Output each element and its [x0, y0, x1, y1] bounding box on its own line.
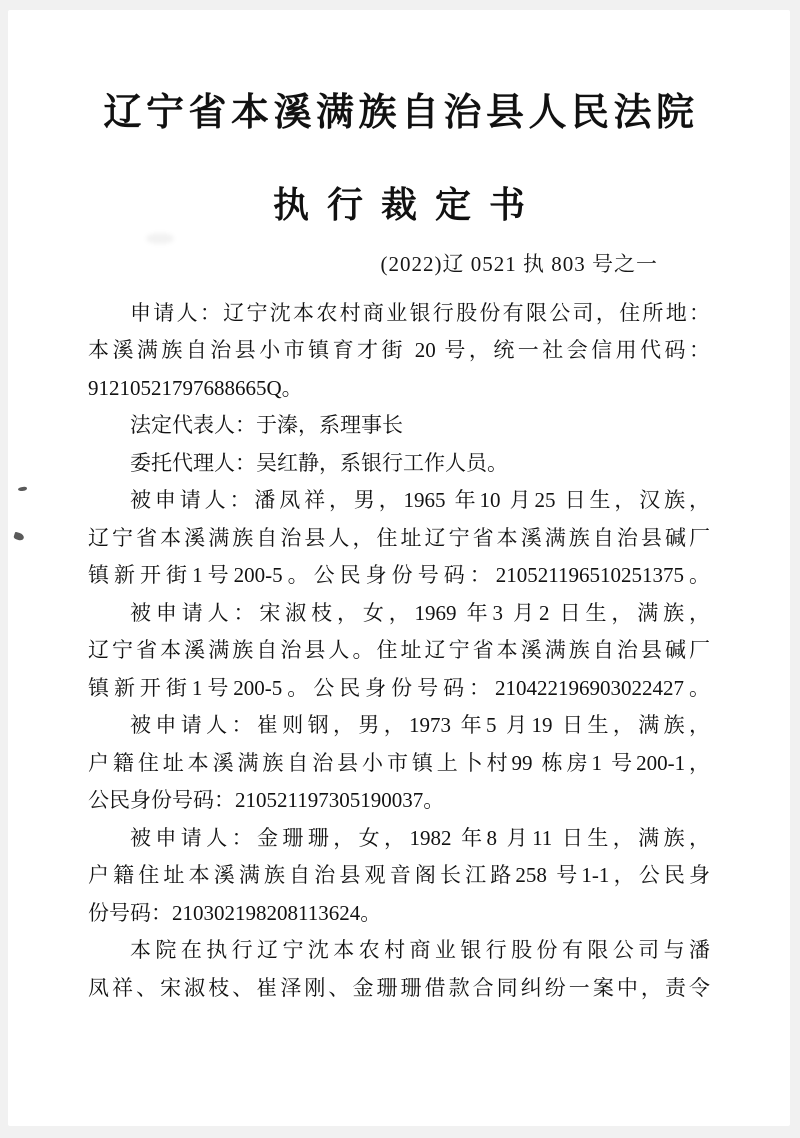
body-line: 镇新开街1号200-5。公民身份号码：210521196510251375。 [88, 563, 710, 588]
paragraph [88, 595, 710, 708]
body-line: 辽宁省本溪满族自治县人，住址辽宁省本溪满族自治县碱厂 [88, 525, 710, 550]
body-line: 本院在执行辽宁沈本农村商业银行股份有限公司与潘 [130, 938, 710, 963]
body-line: 公民身份号码：210521197305190037。 [88, 788, 445, 813]
body-line: 被申请人：金珊珊，女，1982 年8 月11 日生，满族， [130, 825, 710, 850]
body-line: 凤祥、宋淑枝、崔泽刚、金珊珊借款合同纠纷一案中，责令 [88, 975, 710, 1000]
paragraph [88, 482, 710, 595]
paragraph [88, 295, 710, 408]
body-line: 被申请人：崔则钢，男，1973 年5 月19 日生，满族， [130, 713, 710, 738]
body-line: 份号码：210302198208113624。 [88, 900, 382, 925]
document-body [88, 295, 710, 1008]
body-line: 辽宁省本溪满族自治县人。住址辽宁省本溪满族自治县碱厂 [88, 638, 710, 663]
document-page [8, 10, 790, 1126]
body-line: 被申请人：宋淑枝，女，1969 年3 月2 日生，满族， [130, 600, 710, 625]
body-line: 户籍住址本溪满族自治县观音阁长江路258 号1-1，公民身 [88, 863, 710, 888]
paragraph [88, 407, 710, 445]
paragraph [88, 445, 710, 483]
paragraph [88, 707, 710, 820]
scan-smudge [146, 233, 174, 244]
case-number: (2022)辽 0521 执 803 号之一 [380, 251, 658, 276]
body-line: 本溪满族自治县小市镇育才街 20 号，统一社会信用代码： [88, 338, 710, 363]
paragraph [88, 820, 710, 933]
paragraph [88, 932, 710, 1007]
body-line: 镇新开街1号200-5。公民身份号码：210422196903022427。 [88, 675, 710, 700]
document-title: 执行裁定书 [272, 184, 543, 225]
body-line: 户籍住址本溪满族自治县小市镇上卜村99 栋房1 号200-1， [88, 750, 710, 775]
court-name: 辽宁省本溪满族自治县人民法院 [103, 92, 699, 134]
body-line: 法定代表人：于溱，系理事长 [130, 413, 403, 438]
body-line: 91210521797688665Q。 [88, 375, 303, 400]
body-line: 申请人：辽宁沈本农村商业银行股份有限公司，住所地： [130, 300, 710, 325]
body-line: 委托代理人：吴红静，系银行工作人员。 [130, 450, 508, 475]
body-line: 被申请人：潘凤祥，男，1965 年10 月25 日生，汉族， [130, 488, 710, 513]
